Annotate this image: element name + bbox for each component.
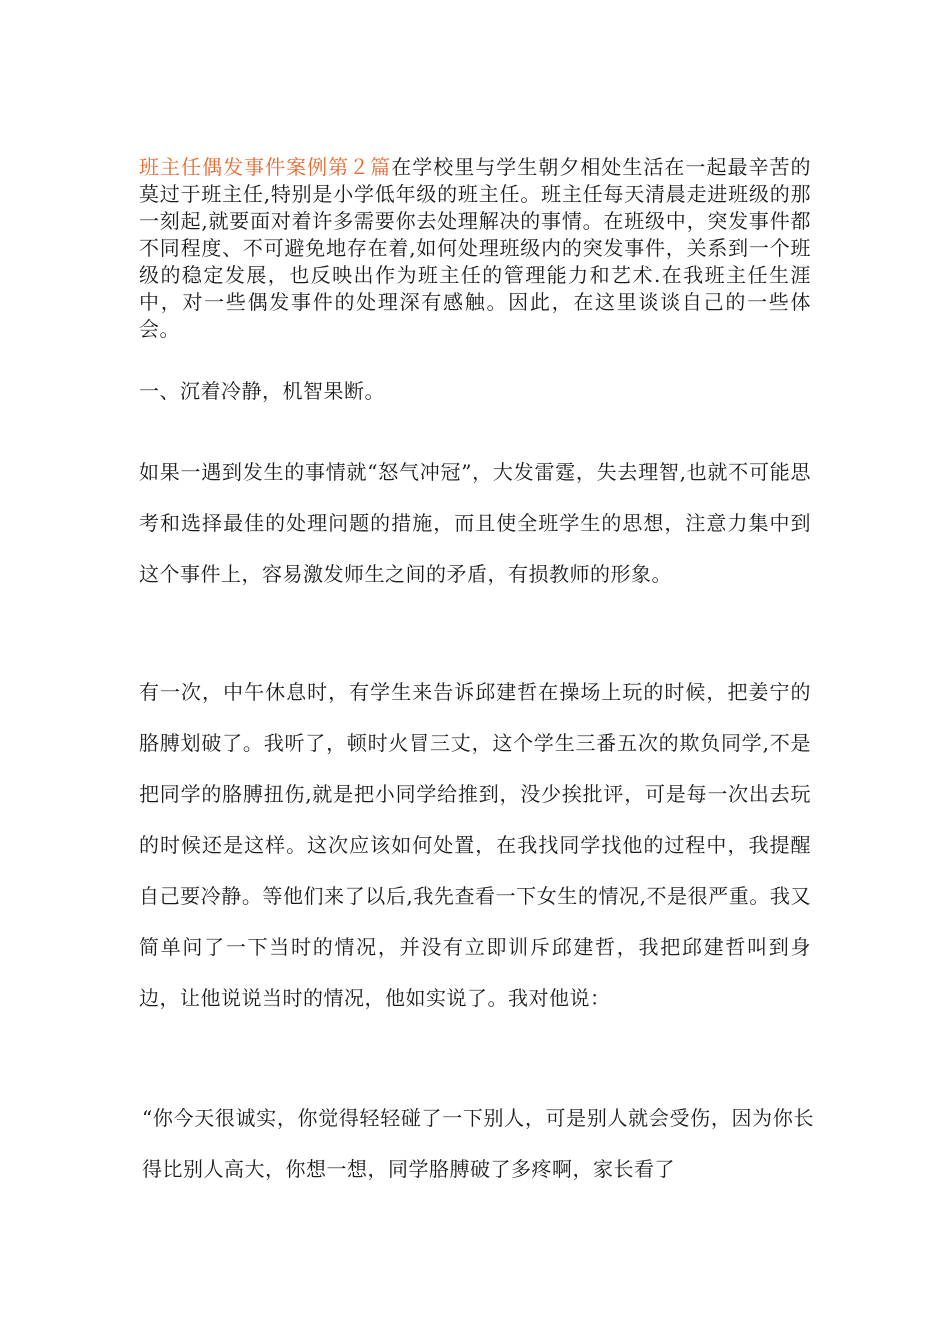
article-title-highlight: 班主任偶发事件案例第２篇 [139,155,392,179]
body-paragraph: 有一次，中午休息时，有学生来告诉邱建哲在操场上玩的时候，把姜宁的胳膊划破了。我听了，顿时火冒三丈，这个学生三番五次的欺负同学,不是把同学的胳膊扭伤,就是把小同学给推到，没少挨批评，可是每一次出去玩的时候还是这样。这次应该如何处置，在我找同学找他的过程中，我提醒自己要冷静。等他们来了以后,我先查看一下女生的情况,不是很严重。我又简单问了一下当时的情况，并没有立即训斥邱建哲，我把邱建哲叫到身边，让他说说当时的情况，他如实说了。我对他说： [139,680,811,1010]
intro-text: 在学校里与学生朝夕相处生活在一起最辛苦的莫过于班主任,特别是小学低年级的班主任。班主任每天清晨走进班级的那一刻起,就要面对着许多需要你去处理解决的事情。在班级中，突发事件都不同程度、不可避免地存在着,如何处理班级内的突发事件，关系到一个班级的稳定发展，也反映出作为班主任的管理能力和艺术.在我班主任生涯中，对一些偶发事件的处理深有感触。因此，在这里谈谈自己的一些体会。 [139,155,812,341]
body-paragraph: 如果一遇到发生的事情就“怒气冲冠”，大发雷霆，失去理智,也就不可能思考和选择最佳的处理问题的措施，而且使全班学生的思想，注意力集中到这个事件上，容易激发师生之间的矛盾，有损教师的形象。 [139,460,811,586]
section-heading: 一、沉着冷静，机智果断。 [139,379,385,403]
intro-paragraph [139,154,811,343]
body-paragraph: “你今天很诚实，你觉得轻轻碰了一下别人，可是别人就会受伤，因为你长得比别人高大，你想一想，同学胳膊破了多疼啊，家长看了 [142,1106,814,1181]
